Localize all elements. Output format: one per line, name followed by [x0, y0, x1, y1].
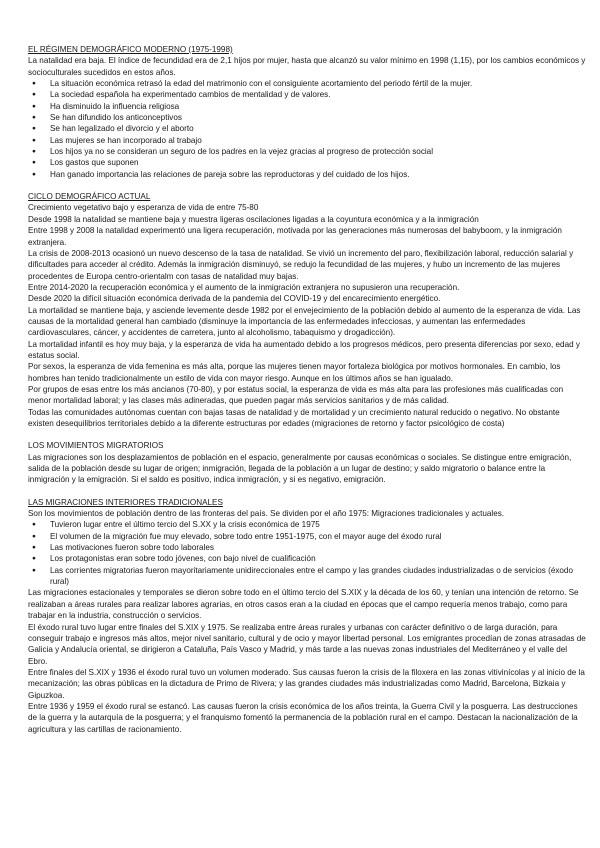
paragraph: La natalidad era baja. El índice de fecundidad era de 2,1 hijos por mujer, hasta que alcanzó su valor mínimo en 1998 (1,15), por los cambios económicos y socioculturales sucedidos en estos años. [28, 56, 586, 77]
bullet-list [28, 519, 586, 587]
paragraph: Todas las comunidades autónomas cuentan con bajas tasas de natalidad y de mortalidad y un crecimiento natural reducido o negativo. No obstante existen desequilibrios territoriales debido a la diferente estructuras por edades (migraciones de retorno y factor psicológico de costa) [28, 407, 560, 428]
spacer [28, 486, 586, 497]
paragraph: El éxodo rural tuvo lugar entre finales del S.XIX y 1975. Se realizaba entre áreas rurales y urbanas con carácter definitivo o de larga duración, para conseguir trabajo e ingresos más altos, mejor nivel sanitario, cultural y de ocio y mayor libertad personal. Los emigrantes procedían de zonas atrasadas de Galicia y Andalucía oriental, se dirigieron a Cataluña, País Vasco y Madrid, y más tarde a las nuevas zonas industriales del Mediterráneo y el valle del Ebro. [28, 622, 586, 666]
list-item: ● Las mujeres se han incorporado al trabajo [28, 135, 586, 146]
list-item: ● Los hijos ya no se consideran un seguro de los padres en la vejez gracias al progreso de protección social [28, 146, 586, 157]
paragraph: Son los movimientos de población dentro de las fronteras del país. Se dividen por el año 1975: Migraciones tradicionales y actuales. [28, 509, 505, 519]
paragraph: La crisis de 2008-2013 ocasionó un nuevo descenso de la tasa de natalidad. Se vivió un incremento del paro, flexibilización laboral, reducción salarial y dificultades para acceder al crédito. Además la inmigración disminuyó, se redujo la fecundidad de las mujeres, y hubo un incremento de las mujeres procedentes de Europa centro-orientalm con tasas de natalidad muy bajas. [28, 248, 574, 281]
list-item: ● Se han legalizado el divorcio y el aborto [28, 123, 586, 134]
paragraph: Por sexos, la esperanza de vida femenina es más alta, porque las mujeres tienen mayor fortaleza biológica por motivos hormonales. En cambio, los hombres han tenido tradicionalmente un estilo de vida con mayor riesgo. Aunque en los últimos años se han igualado. [28, 362, 561, 383]
paragraph: La mortalidad se mantiene baja, y asciende levemente desde 1982 por el envejecimiento de la población debido al aumento de la esperanza de vida. Las causas de la mortalidad general han cambiado (disminuye la importancia de las enfermedades infecciosas, y aumentan las enfermedades cardiovasculares, cáncer, y accidentes de carretera, junto al alcoholismo, tabaquismo y drogadicción). [28, 305, 581, 338]
paragraph: Por grupos de esas entre los más ancianos (70-80), y por estatus social, la esperanza de vida es más alta para las profesiones más cualificadas con menor mortalidad laboral; y las clases más adineradas, que pueden pagar más servicios sanitarios y de más calidad. [28, 384, 564, 406]
section-title-ciclo-demografico: CICLO DEMOGRÁFICO ACTUAL [28, 192, 151, 202]
paragraph: La mortalidad infantil es hoy muy baja, y la esperanza de vida ha aumentado debido a los progresos médicos, pero presenta diferencias por sexo, edad y estatus social. [28, 339, 580, 360]
list-item: ● El volumen de la migración fue muy elevado, sobre todo entre 1951-1975, con el mayor auge del éxodo rural [28, 531, 586, 542]
section-title-movimientos-migratorios: LOS MOVIMIENTOS MIGRATORIOS [28, 441, 164, 451]
paragraph: Crecimiento vegetativo bajo y esperanza de vida de entre 75-80 [28, 203, 259, 213]
section-title-regimen-demografico: EL RÉGIMEN DEMOGRÁFICO MODERNO (1975-1998) [28, 45, 233, 54]
document-page [28, 44, 586, 735]
paragraph: Entre 2014-2020 la recuperación económica y el aumento de la inmigración extranjera no supusieron una recuperación. [28, 282, 460, 292]
list-item: ● Los protagonistas eran sobre todo jóvenes, con bajo nivel de cualificación [28, 553, 586, 564]
spacer [28, 429, 586, 440]
paragraph: Entre 1998 y 2008 la natalidad experimentó una ligera recuperación, motivada por las generaciones más numerosas del babyboom, y la inmigración extranjera. [28, 226, 562, 247]
list-item: ● Las corrientes migratorias fueron mayoritariamente unidireccionales entre el campo y las grandes ciudades industrializadas o de servicios (éxodo rural) [28, 565, 586, 588]
list-item: ● Han ganado importancia las relaciones de pareja sobre las reproductoras y del cuidado de los hijos. [28, 169, 586, 180]
list-item: ● La situación económica retrasó la edad del matrimonio con el consiguiente acortamiento del periodo fértil de la mujer. [28, 78, 586, 89]
list-item: ● Tuvieron lugar entre el último tercio del S.XX y la crisis económica de 1975 [28, 519, 586, 530]
list-item: ● Los gastos que suponen [28, 157, 586, 168]
spacer [28, 180, 586, 191]
list-item: ● Se han difundido los anticonceptivos [28, 112, 586, 123]
bullet-list [28, 78, 586, 180]
section-title-migraciones-interiores: LAS MIGRACIONES INTERIORES TRADICIONALES [28, 497, 223, 507]
paragraph: Desde 2020 la difícil situación económica derivada de la pandemia del COVID-19 y del encarecimiento energético. [28, 294, 441, 304]
list-item: ● La sociedad española ha experimentado cambios de mentalidad y de valores. [28, 89, 586, 100]
paragraph: Las migraciones estacionales y temporales se dieron sobre todo en el último tercio del S.XIX y la década de los 60, y tenían una intención de retorno. Se realizaban a áreas rurales para realizar labores agrarias, en otros casos eran a la ciudad en épocas que el campo requería menos trabajo, como para trabajar en la industria, construcción o servicios. [28, 588, 579, 621]
paragraph: Entre finales del S.XIX y 1936 el éxodo rural tuvo un volumen moderado. Sus causas fueron la crisis de la filoxera en las zonas vitivinícolas y al inicio de la mecanización; las obras públicas en la dictadura de Primo de Rivera; y las grandes ciudades más industrializadas como Madrid, Barcelona, Bizkaia y Gipuzkoa. [28, 667, 585, 700]
paragraph: Las migraciones son los desplazamientos de población en el espacio, generalmente por causas económicas o sociales. Se distingue entre emigración, salida de la población desde su lugar de origen; inmigración, llegada de la población a un lugar de destino; y saldo migratorio o balance entre la inmigración y la emigración. Si el saldo es positivo, indica inmigración, y si es negativo, emigración. [28, 452, 572, 485]
list-item: ● Las motivaciones fueron sobre todo laborales [28, 542, 586, 553]
paragraph: Desde 1998 la natalidad se mantiene baja y muestra ligeras oscilaciones ligadas a la coyuntura económica y a la inmigración [28, 214, 479, 224]
paragraph: Entre 1936 y 1959 el éxodo rural se estancó. Las causas fueron la crisis económica de los años treinta, la Guerra Civil y la posguerra. Las destrucciones de la guerra y la autarquía de la posguerra; y el franquismo fomentó la permanencia de la población rural en el campo. Destacan la nacionalización de la agricultura y las cartillas de racionamiento. [28, 701, 578, 734]
list-item: ● Ha disminuido la influencia religiosa [28, 101, 586, 112]
